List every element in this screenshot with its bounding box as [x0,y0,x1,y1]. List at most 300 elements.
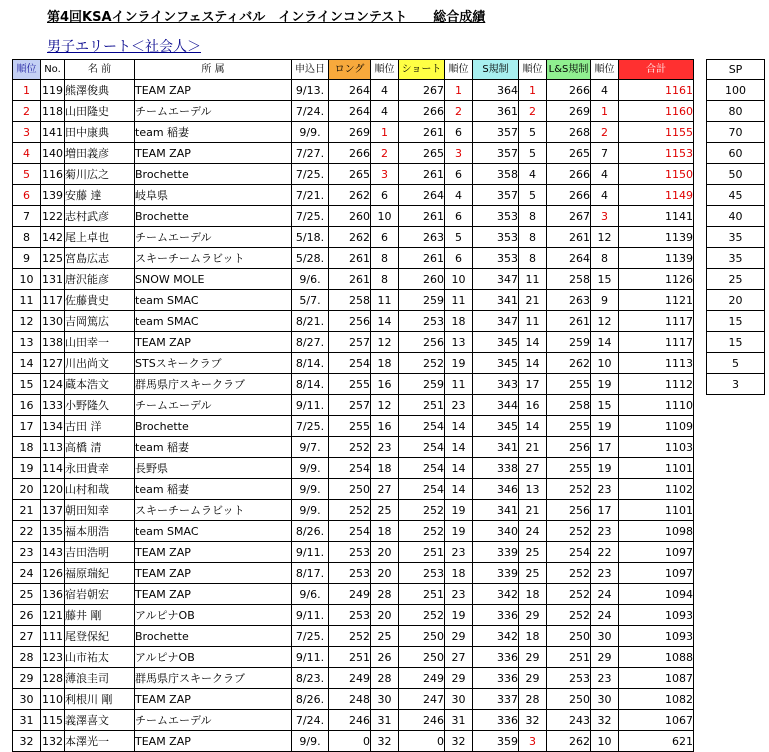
cell-s-rank: 8 [519,206,547,227]
cell-short: 266 [399,101,445,122]
cell-date: 5/18. [292,227,329,248]
cell-name: 安藤 達 [65,185,135,206]
cell-s-slalom: 353 [473,248,519,269]
cell-affiliation: チームエーデル [135,101,292,122]
cell-short: 252 [399,521,445,542]
header-ls-rank: 順位 [591,60,619,80]
cell-ls-rank: 23 [591,668,619,689]
cell-ls-rank: 4 [591,185,619,206]
cell-affiliation: SNOW MOLE [135,269,292,290]
cell-rank: 17 [13,416,41,437]
cell-no: 124 [41,374,65,395]
cell-long: 260 [329,206,371,227]
cell-ls-rank: 19 [591,374,619,395]
cell-ls-slalom: 256 [547,437,591,458]
cell-rank: 15 [13,374,41,395]
cell-short: 256 [399,332,445,353]
cell-long: 264 [329,80,371,101]
header-long-rank: 順位 [371,60,399,80]
cell-short-rank: 31 [445,710,473,731]
cell-s-slalom: 339 [473,563,519,584]
sp-value: 25 [707,269,765,290]
cell-ls-rank: 30 [591,689,619,710]
cell-ls-rank: 3 [591,206,619,227]
cell-affiliation: Brochette [135,626,292,647]
cell-name: 尾登保紀 [65,626,135,647]
cell-short-rank: 18 [445,563,473,584]
cell-ls-slalom: 250 [547,689,591,710]
cell-long: 266 [329,143,371,164]
cell-long-rank: 31 [371,710,399,731]
cell-date: 8/17. [292,563,329,584]
cell-ls-rank: 23 [591,479,619,500]
cell-short: 259 [399,374,445,395]
cell-short: 253 [399,311,445,332]
sp-row [707,122,765,143]
cell-affiliation: Brochette [135,164,292,185]
cell-affiliation: team SMAC [135,521,292,542]
cell-total: 1155 [619,122,694,143]
cell-s-rank: 18 [519,584,547,605]
cell-affiliation: team 稲妻 [135,479,292,500]
cell-ls-slalom: 261 [547,227,591,248]
category-subtitle: 男子エリート＜社会人＞ [47,39,201,55]
cell-ls-slalom: 254 [547,542,591,563]
sp-row [707,248,765,269]
cell-affiliation: TEAM ZAP [135,584,292,605]
cell-name: 永田貴幸 [65,458,135,479]
cell-date: 7/25. [292,626,329,647]
table-row [13,185,694,206]
cell-long-rank: 12 [371,332,399,353]
cell-short: 261 [399,206,445,227]
cell-long-rank: 25 [371,626,399,647]
cell-short: 251 [399,584,445,605]
cell-long: 256 [329,311,371,332]
cell-name: 小野隆久 [65,395,135,416]
cell-no: 119 [41,80,65,101]
cell-s-rank: 14 [519,332,547,353]
cell-long: 262 [329,185,371,206]
cell-name: 吉田浩明 [65,542,135,563]
cell-long: 255 [329,416,371,437]
cell-long-rank: 2 [371,143,399,164]
cell-no: 115 [41,710,65,731]
cell-ls-rank: 19 [591,416,619,437]
cell-s-slalom: 341 [473,437,519,458]
cell-total: 1126 [619,269,694,290]
cell-date: 9/7. [292,437,329,458]
page-title: 第4回KSAインラインフェスティバル インラインコンテスト 総合成績 [47,10,486,25]
cell-long-rank: 20 [371,605,399,626]
cell-long: 269 [329,122,371,143]
cell-short-rank: 11 [445,374,473,395]
cell-total: 1102 [619,479,694,500]
cell-affiliation: スキーチームラビット [135,500,292,521]
cell-short-rank: 6 [445,248,473,269]
cell-rank: 21 [13,500,41,521]
header-total: 合計 [619,60,694,80]
cell-long: 253 [329,563,371,584]
cell-ls-slalom: 265 [547,143,591,164]
cell-rank: 18 [13,437,41,458]
sp-value: 20 [707,290,765,311]
cell-total: 1087 [619,668,694,689]
cell-short-rank: 6 [445,206,473,227]
header-row [13,60,694,80]
cell-long: 255 [329,374,371,395]
cell-short: 261 [399,164,445,185]
cell-long-rank: 8 [371,269,399,290]
cell-long: 251 [329,647,371,668]
cell-total: 1110 [619,395,694,416]
cell-s-slalom: 341 [473,500,519,521]
cell-s-slalom: 347 [473,269,519,290]
cell-total: 1093 [619,626,694,647]
cell-ls-rank: 19 [591,458,619,479]
cell-affiliation: アルピナOB [135,605,292,626]
cell-ls-slalom: 255 [547,458,591,479]
cell-name: 佐藤貴史 [65,290,135,311]
cell-s-slalom: 336 [473,605,519,626]
cell-ls-slalom: 252 [547,479,591,500]
cell-no: 131 [41,269,65,290]
cell-rank: 29 [13,668,41,689]
cell-ls-rank: 14 [591,332,619,353]
cell-s-rank: 11 [519,269,547,290]
sp-value: 3 [707,374,765,395]
cell-ls-slalom: 256 [547,500,591,521]
cell-long-rank: 20 [371,563,399,584]
cell-ls-slalom: 263 [547,290,591,311]
cell-ls-rank: 32 [591,710,619,731]
cell-short: 267 [399,80,445,101]
cell-long: 254 [329,353,371,374]
sp-row [707,80,765,101]
cell-long-rank: 32 [371,731,399,752]
cell-date: 8/26. [292,689,329,710]
cell-short-rank: 5 [445,227,473,248]
cell-short-rank: 18 [445,311,473,332]
cell-total: 1149 [619,185,694,206]
cell-no: 142 [41,227,65,248]
sp-row [707,185,765,206]
cell-ls-slalom: 243 [547,710,591,731]
cell-affiliation: TEAM ZAP [135,563,292,584]
cell-no: 136 [41,584,65,605]
table-row [13,437,694,458]
cell-long: 0 [329,731,371,752]
cell-name: 福原瑞紀 [65,563,135,584]
cell-date: 9/11. [292,647,329,668]
cell-s-rank: 5 [519,122,547,143]
cell-no: 126 [41,563,65,584]
cell-no: 117 [41,290,65,311]
cell-rank: 28 [13,647,41,668]
cell-rank: 9 [13,248,41,269]
cell-total: 1093 [619,605,694,626]
cell-short: 254 [399,437,445,458]
cell-date: 9/11. [292,605,329,626]
cell-ls-slalom: 262 [547,731,591,752]
cell-affiliation: TEAM ZAP [135,143,292,164]
cell-s-slalom: 344 [473,395,519,416]
cell-short: 259 [399,290,445,311]
cell-s-rank: 14 [519,353,547,374]
cell-s-slalom: 337 [473,689,519,710]
sp-row [707,332,765,353]
cell-long: 253 [329,542,371,563]
table-row [13,563,694,584]
cell-short-rank: 1 [445,80,473,101]
cell-long-rank: 18 [371,521,399,542]
cell-date: 9/9. [292,458,329,479]
header-affiliation: 所 属 [135,60,292,80]
cell-affiliation: TEAM ZAP [135,332,292,353]
cell-long: 252 [329,626,371,647]
cell-total: 1088 [619,647,694,668]
cell-name: 宿岩朝宏 [65,584,135,605]
cell-short: 247 [399,689,445,710]
cell-long-rank: 28 [371,668,399,689]
cell-total: 1161 [619,80,694,101]
cell-short: 249 [399,668,445,689]
cell-total: 1141 [619,206,694,227]
cell-rank: 3 [13,122,41,143]
cell-rank: 27 [13,626,41,647]
cell-no: 143 [41,542,65,563]
cell-long-rank: 1 [371,122,399,143]
header-s-rank: 順位 [519,60,547,80]
table-row [13,668,694,689]
table-row [13,500,694,521]
table-row [13,689,694,710]
sp-value: 80 [707,101,765,122]
cell-no: 133 [41,395,65,416]
cell-rank: 5 [13,164,41,185]
cell-date: 7/24. [292,710,329,731]
cell-short: 261 [399,248,445,269]
cell-affiliation: TEAM ZAP [135,689,292,710]
cell-name: 田中康典 [65,122,135,143]
cell-short: 0 [399,731,445,752]
cell-short-rank: 29 [445,626,473,647]
table-row [13,248,694,269]
cell-s-rank: 8 [519,248,547,269]
cell-total: 1067 [619,710,694,731]
cell-rank: 22 [13,521,41,542]
cell-no: 127 [41,353,65,374]
cell-long-rank: 26 [371,647,399,668]
cell-long: 253 [329,605,371,626]
cell-date: 9/11. [292,542,329,563]
cell-long-rank: 20 [371,542,399,563]
cell-name: 本澤光一 [65,731,135,752]
cell-s-rank: 16 [519,395,547,416]
cell-ls-slalom: 255 [547,416,591,437]
cell-affiliation: TEAM ZAP [135,542,292,563]
table-row [13,164,694,185]
cell-ls-rank: 2 [591,122,619,143]
cell-affiliation: team SMAC [135,290,292,311]
table-row [13,710,694,731]
cell-short-rank: 23 [445,542,473,563]
sp-value: 100 [707,80,765,101]
cell-short: 251 [399,395,445,416]
cell-ls-rank: 29 [591,647,619,668]
table-row [13,395,694,416]
cell-ls-slalom: 253 [547,668,591,689]
cell-s-rank: 2 [519,101,547,122]
cell-s-rank: 28 [519,689,547,710]
cell-no: 134 [41,416,65,437]
cell-no: 122 [41,206,65,227]
cell-date: 7/21. [292,185,329,206]
cell-s-slalom: 345 [473,353,519,374]
cell-date: 7/24. [292,101,329,122]
cell-total: 1139 [619,227,694,248]
cell-long-rank: 10 [371,206,399,227]
table-row [13,479,694,500]
cell-s-rank: 5 [519,143,547,164]
cell-short-rank: 19 [445,500,473,521]
cell-name: 尾上卓也 [65,227,135,248]
cell-long: 262 [329,227,371,248]
cell-long-rank: 8 [371,248,399,269]
sp-value: 70 [707,122,765,143]
table-row [13,290,694,311]
cell-total: 1150 [619,164,694,185]
cell-short: 250 [399,647,445,668]
cell-affiliation: 岐阜県 [135,185,292,206]
cell-short-rank: 27 [445,647,473,668]
cell-long-rank: 6 [371,185,399,206]
cell-rank: 7 [13,206,41,227]
cell-ls-slalom: 251 [547,647,591,668]
cell-long-rank: 30 [371,689,399,710]
cell-rank: 23 [13,542,41,563]
cell-s-slalom: 361 [473,101,519,122]
cell-short: 252 [399,353,445,374]
header-short: ショート [399,60,445,80]
cell-no: 138 [41,332,65,353]
cell-date: 9/6. [292,269,329,290]
cell-rank: 8 [13,227,41,248]
cell-date: 7/27. [292,143,329,164]
cell-ls-slalom: 266 [547,80,591,101]
cell-short-rank: 3 [445,143,473,164]
table-row [13,311,694,332]
cell-ls-rank: 7 [591,143,619,164]
cell-name: 唐沢能彦 [65,269,135,290]
cell-name: 志村武彦 [65,206,135,227]
table-row [13,374,694,395]
cell-name: 菊川広之 [65,164,135,185]
cell-long: 252 [329,500,371,521]
cell-s-slalom: 339 [473,542,519,563]
cell-s-slalom: 342 [473,584,519,605]
cell-short-rank: 19 [445,605,473,626]
sp-value: 15 [707,332,765,353]
cell-date: 8/14. [292,374,329,395]
cell-short: 254 [399,416,445,437]
cell-short: 254 [399,458,445,479]
cell-s-slalom: 353 [473,227,519,248]
cell-long: 254 [329,521,371,542]
cell-date: 9/9. [292,731,329,752]
cell-long-rank: 3 [371,164,399,185]
table-row [13,80,694,101]
cell-date: 5/7. [292,290,329,311]
cell-s-slalom: 336 [473,668,519,689]
cell-rank: 10 [13,269,41,290]
cell-ls-rank: 1 [591,101,619,122]
cell-rank: 4 [13,143,41,164]
cell-date: 9/11. [292,395,329,416]
cell-s-slalom: 346 [473,479,519,500]
cell-ls-slalom: 255 [547,374,591,395]
cell-affiliation: チームエーデル [135,710,292,731]
cell-rank: 25 [13,584,41,605]
cell-ls-slalom: 252 [547,584,591,605]
cell-ls-rank: 12 [591,311,619,332]
cell-s-rank: 25 [519,563,547,584]
cell-affiliation: スキーチームラビット [135,248,292,269]
cell-name: 朝田知幸 [65,500,135,521]
table-row [13,353,694,374]
cell-ls-rank: 15 [591,269,619,290]
cell-ls-rank: 9 [591,290,619,311]
cell-ls-rank: 23 [591,521,619,542]
table-row [13,122,694,143]
cell-long-rank: 14 [371,311,399,332]
cell-s-rank: 13 [519,479,547,500]
cell-s-rank: 14 [519,416,547,437]
sp-value: 5 [707,353,765,374]
cell-date: 8/21. [292,311,329,332]
header-s-slalom: S規制 [473,60,519,80]
cell-name: 増田義彦 [65,143,135,164]
table-row [13,458,694,479]
cell-s-rank: 18 [519,626,547,647]
cell-rank: 2 [13,101,41,122]
cell-total: 1121 [619,290,694,311]
cell-long: 261 [329,269,371,290]
cell-no: 110 [41,689,65,710]
cell-short-rank: 29 [445,668,473,689]
cell-date: 7/25. [292,164,329,185]
sp-value: 40 [707,206,765,227]
cell-short: 264 [399,185,445,206]
cell-s-rank: 4 [519,164,547,185]
cell-short: 253 [399,563,445,584]
table-row [13,269,694,290]
cell-ls-rank: 17 [591,437,619,458]
cell-total: 1109 [619,416,694,437]
table-row [13,605,694,626]
cell-short-rank: 6 [445,164,473,185]
cell-date: 8/23. [292,668,329,689]
cell-ls-slalom: 252 [547,521,591,542]
sp-value: 45 [707,185,765,206]
table-row [13,521,694,542]
cell-name: 宮島広志 [65,248,135,269]
cell-total: 621 [619,731,694,752]
cell-short-rank: 4 [445,185,473,206]
cell-total: 1103 [619,437,694,458]
cell-total: 1097 [619,542,694,563]
cell-ls-slalom: 258 [547,395,591,416]
